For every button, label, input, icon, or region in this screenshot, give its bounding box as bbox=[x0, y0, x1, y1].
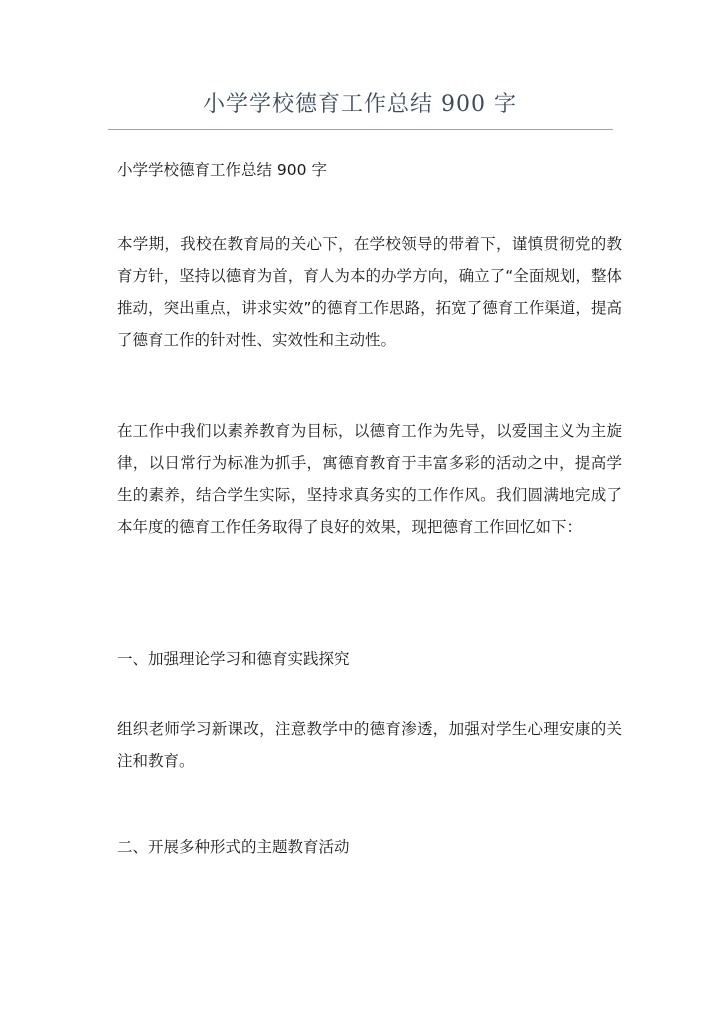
document-subtitle: 小学学校德育工作总结 900 字 bbox=[117, 161, 327, 179]
title-divider bbox=[108, 129, 613, 130]
section-heading-2: 二、开展多种形式的主题教育活动 bbox=[117, 838, 350, 856]
paragraph-work-overview: 在工作中我们以素养教育为目标，以德育工作为先导，以爱国主义为主旋律，以日常行为标准为抓手，寓德育教育于丰富多彩的活动之中，提高学生的素养，结合学生实际，坚持求真务实的工作作风。我们圆满地完成了本年度的德育工作任务取得了良好的效果，现把德育工作回忆如下： bbox=[117, 422, 622, 536]
document-title: 小学学校德育工作总结 900 字 bbox=[203, 92, 517, 117]
section-heading-1: 一、加强理论学习和德育实践探究 bbox=[117, 650, 350, 668]
paragraph-intro: 本学期，我校在教育局的关心下，在学校领导的带着下，谨慎贯彻党的教育方针，坚持以德育为首，育人为本的办学方向，确立了“全面规划，整体推动，突出重点，讲求实效”的德育工作思路，拓宽了德育工作渠道，提高了德育工作的针对性、实效性和主动性。 bbox=[117, 235, 622, 349]
paragraph-section-1: 组织老师学习新课改，注意教学中的德育渗透，加强对学生心理安康的关注和教育。 bbox=[117, 720, 622, 770]
